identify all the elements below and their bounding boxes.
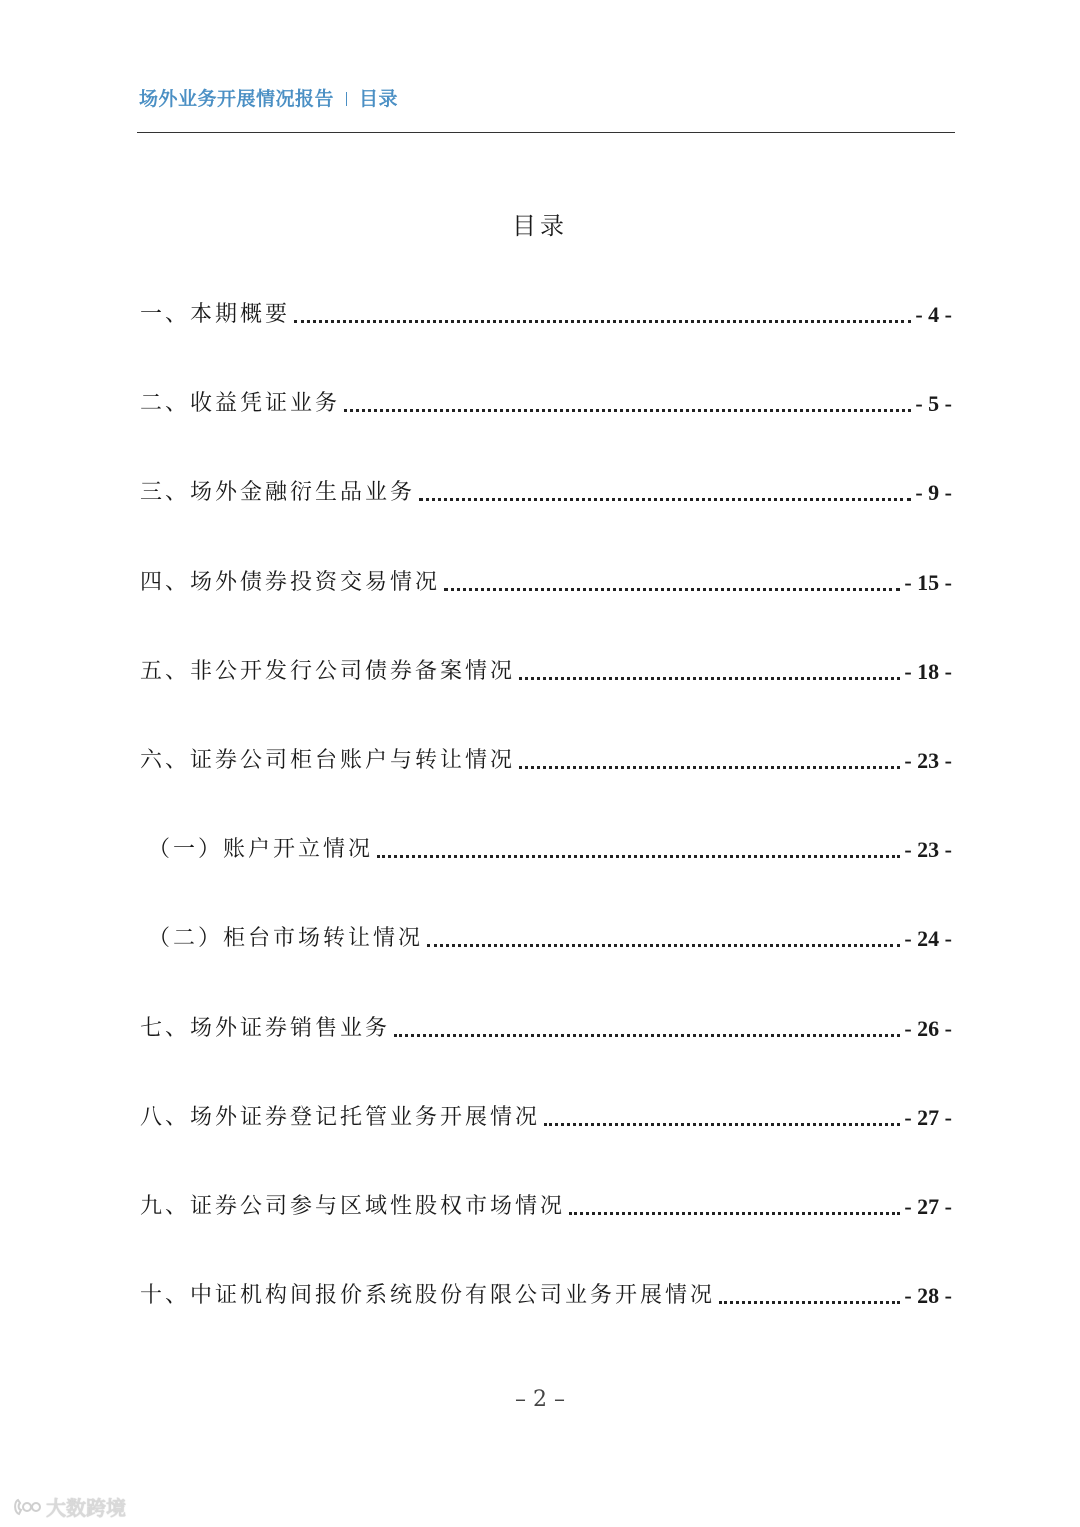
toc-entry-label: 五、非公开发行公司债券备案情况 bbox=[140, 659, 516, 684]
toc-entry-page: - 23 - bbox=[904, 748, 952, 773]
toc-leader-dots bbox=[544, 1123, 900, 1126]
toc-entry-label: （二）柜台市场转让情况 bbox=[148, 926, 424, 951]
toc-title: 目录 bbox=[512, 212, 568, 240]
toc-entry-page: - 27 - bbox=[904, 1105, 952, 1130]
toc-entry[interactable] bbox=[140, 1103, 952, 1133]
header-rule bbox=[137, 132, 955, 133]
toc-entry-page: - 9 - bbox=[915, 480, 952, 505]
toc-entry-page: - 28 - bbox=[904, 1283, 952, 1308]
toc-entry[interactable] bbox=[140, 478, 952, 508]
toc-entry[interactable] bbox=[140, 300, 952, 330]
toc-leader-dots bbox=[519, 766, 900, 769]
toc-leader-dots bbox=[569, 1212, 900, 1215]
running-header bbox=[139, 84, 398, 111]
toc-entry[interactable] bbox=[140, 389, 952, 419]
toc-leader-dots bbox=[519, 677, 900, 680]
header-separator bbox=[346, 92, 347, 106]
toc-entry-label: 一、本期概要 bbox=[140, 302, 291, 327]
toc-leader-dots bbox=[394, 1034, 900, 1037]
toc-leader-dots bbox=[419, 498, 911, 501]
toc-leader-dots bbox=[427, 944, 900, 947]
toc-entry-page: - 26 - bbox=[904, 1016, 952, 1041]
toc-entry-page: - 27 - bbox=[904, 1194, 952, 1219]
toc-entry[interactable] bbox=[140, 657, 952, 687]
toc-entry-label: 六、证券公司柜台账户与转让情况 bbox=[140, 748, 516, 773]
toc-entry[interactable] bbox=[140, 835, 952, 865]
header-section: 目录 bbox=[359, 88, 399, 110]
toc-entry[interactable] bbox=[140, 1281, 952, 1311]
toc-entry-label: 七、场外证券销售业务 bbox=[140, 1016, 391, 1041]
toc-leader-dots bbox=[719, 1301, 900, 1304]
page-number: – 2 – bbox=[515, 1387, 565, 1412]
toc-entry[interactable] bbox=[140, 1014, 952, 1044]
toc-entry-page: - 18 - bbox=[904, 659, 952, 684]
toc-entry-page: - 23 - bbox=[904, 837, 952, 862]
toc-entry-page: - 4 - bbox=[915, 302, 952, 327]
toc-leader-dots bbox=[377, 855, 900, 858]
toc-entry-page: - 15 - bbox=[904, 570, 952, 595]
toc-leader-dots bbox=[344, 409, 911, 412]
toc-entry-page: - 24 - bbox=[904, 926, 952, 951]
toc-leader-dots bbox=[294, 320, 911, 323]
toc-entry[interactable] bbox=[140, 1192, 952, 1222]
report-title: 场外业务开展情况报告 bbox=[139, 88, 335, 110]
watermark bbox=[12, 1492, 126, 1521]
watermark-logo-icon bbox=[12, 1496, 42, 1518]
toc-entry-label: 四、场外债券投资交易情况 bbox=[140, 570, 441, 595]
watermark-text: 大数跨境 bbox=[46, 1496, 126, 1520]
toc-entry-label: 二、收益凭证业务 bbox=[140, 391, 341, 416]
toc-entry-label: 八、场外证券登记托管业务开展情况 bbox=[140, 1105, 541, 1130]
toc-entry-label: （一）账户开立情况 bbox=[148, 837, 374, 862]
toc-entry[interactable] bbox=[140, 568, 952, 598]
toc-entry[interactable] bbox=[140, 924, 952, 954]
toc-entry[interactable] bbox=[140, 746, 952, 776]
toc-entry-label: 九、证券公司参与区域性股权市场情况 bbox=[140, 1194, 566, 1219]
toc-leader-dots bbox=[444, 588, 900, 591]
toc-entry-page: - 5 - bbox=[915, 391, 952, 416]
toc-entry-label: 十、中证机构间报价系统股份有限公司业务开展情况 bbox=[140, 1283, 716, 1308]
toc-entry-label: 三、场外金融衍生品业务 bbox=[140, 480, 416, 505]
